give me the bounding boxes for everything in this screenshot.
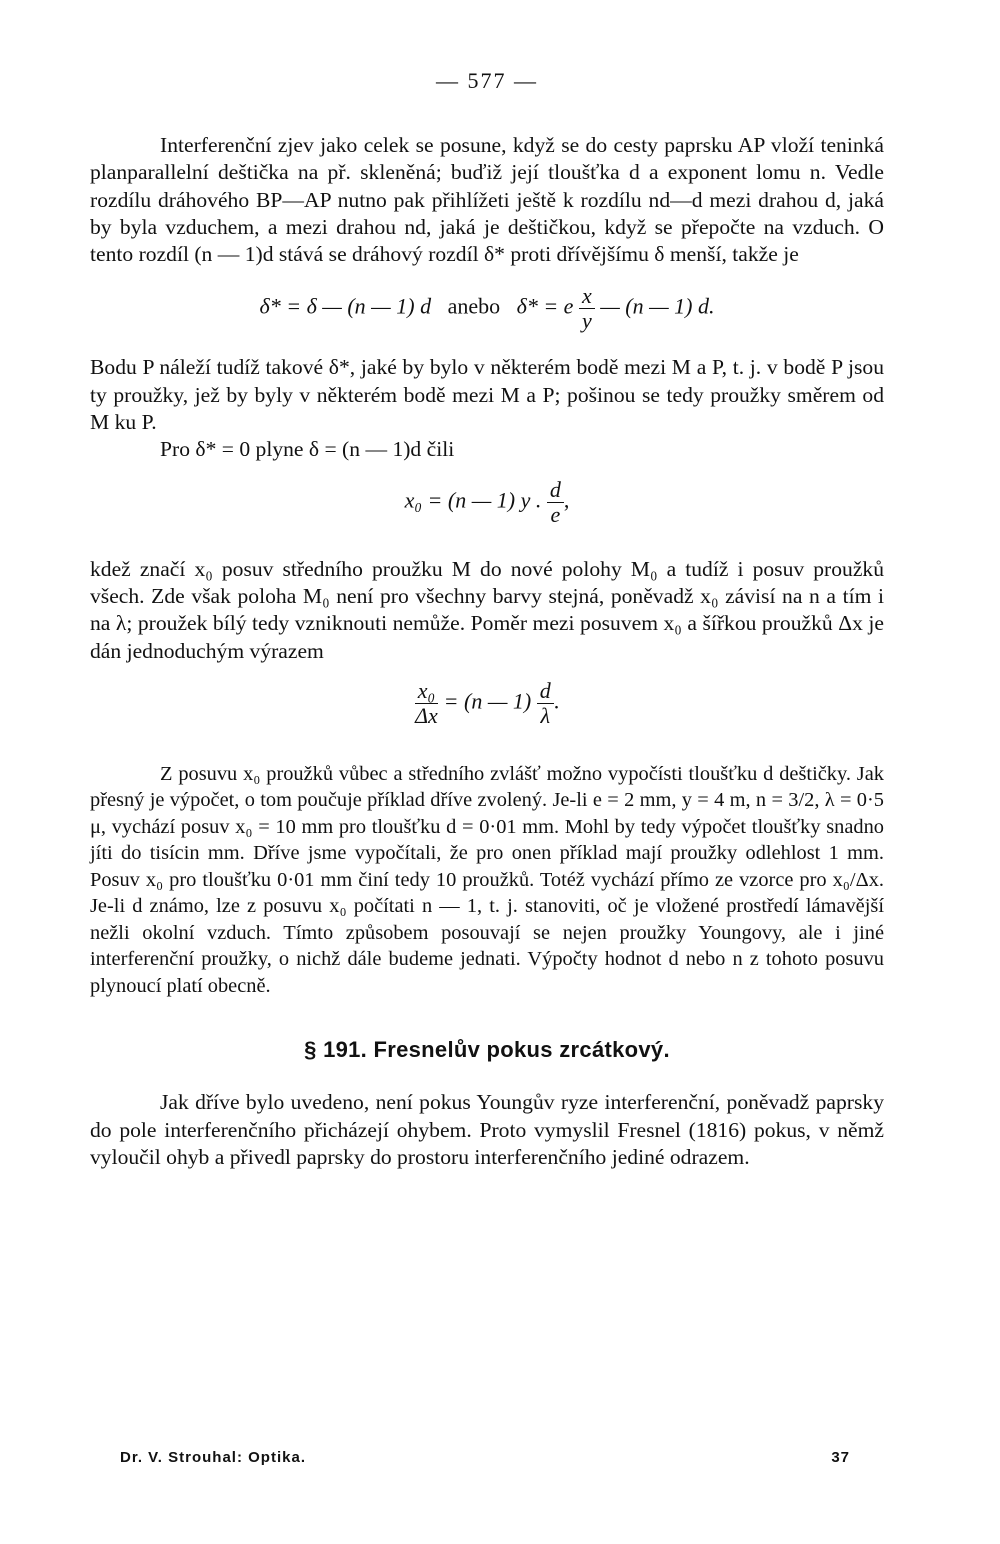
eq2-fraction-numerator: d: [547, 478, 564, 503]
eq1-fraction-denominator: y: [581, 308, 592, 334]
eq3-fraction-2-denominator: λ: [540, 702, 550, 728]
paragraph-6: Jak dříve bylo uvedeno, není pokus Youngův ryze interferenční, poněvadž paprsky do pole interferenčního přicházejí ohybem. Proto vymyslil Fresnel (1816) pokus, v němž vyloučil ohyb a přivedl paprsky do prostoru interferenčního jediné odrazem.: [90, 1090, 884, 1169]
paragraph-2: Bodu P náleží tudíž takové δ*, jaké by bylo v některém bodě mezi M a P, t. j. v bodě P jsou ty proužky, jež by byly v některém bodě mezi M a P; pošinou se tedy proužky směrem od M ku P.: [90, 355, 884, 435]
paragraph-4: kdež značí x₀ posuv středního proužku M do nové polohy M₀ a tudíž i posuv proužků všech. Zde však poloha M₀ není pro všechny barvy stejná, poněvadž x₀ závisí na n a tím i na λ; proužek bílý tedy vzniknouti nemůže. Poměr mezi posuvem x₀ a šířkou proužků Δx je dán jednoduchým výrazem: [90, 556, 884, 663]
eq3-fraction-1: [415, 679, 438, 728]
eq1-conjunction: anebo: [447, 294, 501, 320]
equation-x0: [90, 478, 884, 546]
eq1-fraction: [579, 284, 595, 333]
paragraph-1: Interferenční zjev jako celek se posune, když se do cesty paprsku AP vloží teninká planparallelní deštička na př. skleněná; buďiž její tloušťka d a exponent lomu n. Vedle rozdílu dráhového BP—AP nutno pak přihlížeti ještě k rozdílu nd—d mezi drahou d, jaká by byla vzduchem, a mezi drahou nd, jaká je deštičkou, když se přepočte na vzduch. O tento rozdíl (n — 1)d stává se dráhový rozdíl δ* proti dřívějšímu δ menší, takže je: [90, 133, 884, 267]
eq1-fraction-numerator: x: [579, 284, 595, 309]
footer-author-title: Dr. V. Strouhal: Optika.: [120, 1449, 306, 1466]
equation-delta-star: [90, 284, 884, 344]
eq3-fraction-1-numerator: x₀: [415, 679, 438, 704]
footer-signature-number: 37: [831, 1449, 850, 1466]
eq1-left: δ* = δ — (n — 1) d: [259, 294, 432, 320]
eq1-right-pre: δ* = e: [516, 294, 574, 320]
equation-ratio: [90, 679, 884, 745]
page-content: [90, 68, 884, 1171]
eq1-right-post: — (n — 1) d.: [600, 294, 715, 320]
eq3-fraction-2: [537, 679, 554, 728]
paragraph-3: Pro δ* = 0 plyne δ = (n — 1)d čili: [160, 437, 455, 462]
eq3-fraction-1-denominator: Δx: [415, 702, 438, 728]
paragraph-5-small-print: Z posuvu x₀ proužků vůbec a středního zvlášť možno vypočísti tloušťku d deštičky. Jak přesný je výpočet, o tom poučuje příklad dříve zvolený. Je-li e = 2 mm, y = 4 m, n = 3/2, λ = 0·5 μ, vychází posuv x₀ = 10 mm pro tloušťku d = 0·01 mm. Mohl by tedy výpočet tloušťky snadno jíti do tisícin mm. Dříve jsme vypočítali, že pro onen příklad mají proužky odlehlost 1 mm. Posuv x₀ pro tloušťku 0·01 mm činí tedy 10 proužků. Totéž vychází přímo ze vzorce pro x₀/Δx. Je-li d známo, lze z posuvu x₀ počítati n — 1, t. j. stanoviti, oč je vložené prostředí lámavější nežli okolní vzduch. Tímto způsobem posouvají se nejen proužky Youngovy, ale i jiné interferenční proužky, o nichž dále budeme jednati. Výpočty hodnot d nebo n z tohoto posuvu plynoucí platí obecně.: [90, 762, 884, 997]
eq3-post: .: [553, 688, 560, 714]
page-number: — 577 —: [436, 68, 538, 93]
eq2-fraction-denominator: e: [550, 501, 561, 527]
section-heading: § 191. Fresnelův pokus zrcátkový.: [304, 1037, 670, 1063]
eq3-middle: = (n — 1): [443, 688, 532, 714]
eq2-fraction: [547, 478, 564, 527]
eq2-left: x₀ = (n — 1) y .: [404, 487, 542, 513]
eq3-fraction-2-numerator: d: [537, 679, 554, 704]
eq2-post: ,: [563, 487, 570, 513]
